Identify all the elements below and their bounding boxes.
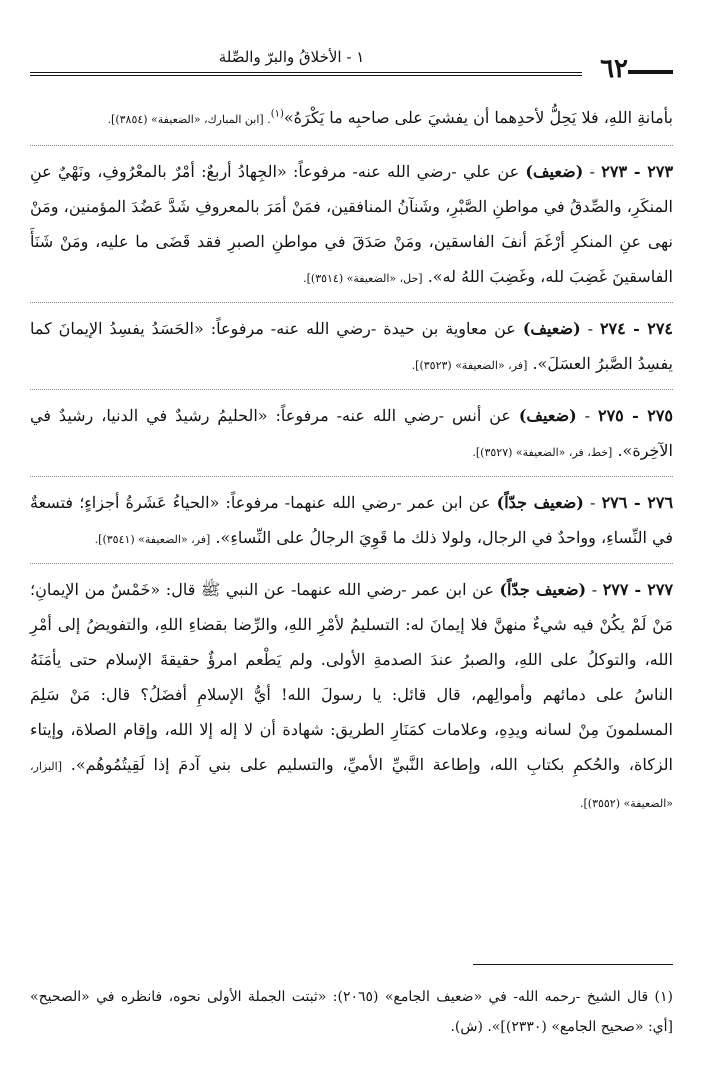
divider	[30, 563, 673, 564]
hadith-number: ٢٧٦ - ٢٧٦	[601, 493, 674, 512]
hadith-text: عن ابن عمر -رضي الله عنهما- عن النبي ﷺ قال: «خَمْسٌ من الإيمانِ؛ مَنْ لَمْ يكُنْ فيه شيءٌ منهنَّ فلا إيمانَ له: التسليمُ لأمْرِ اللهِ، والرِّضا بقضاءِ اللهِ، والتفويضُ إلى أمْرِ الله، والتوكلُ على اللهِ، والصبرُ عندَ الصدمةِ الأولى. ولم يَطْعم امرؤٌ حقيقةَ الإسلام حتى يأمَنَهُ الناسُ على دمائهم وأموالِهم، قال قائل: يا رسولَ الله! أيُّ الإسلامِ أفضَلُ؟ قال: مَنْ سَلِمَ المسلمونَ مِنْ لسانه ويدِهِ، وعلامات كمَنَارِ الطريق: شهادة أن لا إله إلا الله، وإقام الصلاة، وإيتاء الزكاة، والحُكمِ بكتابِ الله، وإطاعة النَّبيِّ الأميِّ، والتسليم على بني آدمَ إذا لَقِيتُمُوهُم».	[30, 580, 674, 774]
hadith-number: ٢٧٣ - ٢٧٣	[601, 162, 674, 181]
divider	[30, 476, 673, 477]
footnote-ref: (١)	[270, 108, 284, 120]
hadith-number: ٢٧٥ - ٢٧٥	[597, 406, 673, 425]
hadith-entry: ٢٧٧ - ٢٧٧ - (ضعيف جدّاً) عن ابن عمر -رضي الله عنهما- عن النبي ﷺ قال: «خَمْسٌ من الإيمانِ؛ مَنْ لَمْ يكُنْ فيه شيءٌ منهنَّ فلا إيمانَ له: التسليمُ لأمْرِ اللهِ، والرِّضا بقضاءِ اللهِ، والتفويضُ إلى أمْرِ الله، والتوكلُ على اللهِ، والصبرُ عندَ الصدمةِ الأولى. ولم يَطْعم امرؤٌ حقيقةَ الإسلام حتى يأمَنَهُ الناسُ على دمائهم وأموالِهم، قال قائل: يا رسولَ الله! أيُّ الإسلامِ أفضَلُ؟ قال: مَنْ سَلِمَ المسلمونَ مِنْ لسانه ويدِهِ، وعلامات كمَنَارِ الطريق: شهادة أن لا إله إلا الله، وإقام الصلاة، وإيتاء الزكاة، والحُكمِ بكتابِ الله، وإطاعة النَّبيِّ الأميِّ، والتسليم على بني آدمَ إذا لَقِيتُمُوهُم». [البزار، «الضعيفة» (٣٥٥٢)].	[30, 580, 674, 810]
hadith-text: عن أنس -رضي الله عنه- مرفوعاً: «الحليمُ رشيدٌ في الدنيا، رشيدٌ في الآخِرة».	[30, 406, 673, 460]
page-body	[30, 100, 673, 827]
continuation-text: بأمانةِ اللهِ، فلا يَحِلُّ لأحدِهما أن يفشيَ على صاحبِه ما يَكْرَهُ»	[283, 108, 673, 127]
hadith-source: . [ابن المبارك، «الضعيفة» (٣٨٥٤)].	[107, 113, 271, 126]
hadith-entry: ٢٧٥ - ٢٧٥ - (ضعيف) عن أنس -رضي الله عنه- مرفوعاً: «الحليمُ رشيدٌ في الدنيا، رشيدٌ في الآخِرة». [خط، فر، «الضعيفة» (٣٥٢٧)].	[30, 406, 673, 460]
hadith-number: ٢٧٤ - ٢٧٤	[599, 319, 674, 338]
hadith-source: [فر، «الضعيفة» (٣٥٢٣)].	[411, 359, 528, 372]
header-rule	[30, 72, 582, 76]
page-number: ٦٢	[600, 54, 628, 84]
hadith-entry: ٢٧٤ - ٢٧٤ - (ضعيف) عن معاوية بن حيدة -رضي الله عنه- مرفوعاً: «الحَسَدُ يفسِدُ الإيمانَ كما يفسِدُ الصَّبرُ العسَلَ». [فر، «الضعيفة» (٣٥٢٣)].	[30, 319, 674, 373]
hadith-source: [خط، فر، «الضعيفة» (٣٥٢٧)].	[472, 446, 613, 459]
header-rule-thick	[628, 70, 673, 74]
hadith-entry: ٢٧٣ - ٢٧٣ - (ضعيف) عن علي -رضي الله عنه- مرفوعاً: «الجِهادُ أربعٌ: أمْرٌ بالمعْرُوفِ، ونَهْيٌ عنِ المنكَرِ، والصِّدقُ في مواطنِ الصَّبْرِ، وشَنآنُ المنافقين، فمَنْ أمَرَ بالمعروفِ شَدَّ عَضُدَ المؤمنين، ومَنْ نهى عنِ المنكرِ أرْغَمَ أنفَ الفاسقين، ومَنْ صَدَقَ في مواطنِ الصبرِ فقد قَضَى ما عليه، ومَنْ شَنَأَ الفاسقينَ غَضِبَ لله، وغَضِبَ اللهُ له». [حل، «الضعيفة» (٣٥١٤)].	[30, 162, 674, 286]
footnotes	[30, 982, 673, 1042]
divider	[30, 145, 673, 146]
hadith-source: [فر، «الضعيفة» (٣٥٤١)].	[94, 533, 211, 546]
hadith-entry: ٢٧٦ - ٢٧٦ - (ضعيف جدّاً) عن ابن عمر -رضي الله عنهما- مرفوعاً: «الحياءُ عَشَرةُ أجزاءٍ؛ فتسعةٌ في النِّساءِ، وواحدٌ في الرجال، ولولا ذلك ما قَوِيَ الرجالُ على النِّساءِ». [فر، «الضعيفة» (٣٥٤١)].	[30, 493, 674, 547]
divider	[30, 389, 673, 390]
hadith-grade: (ضعيف جدّاً)	[499, 580, 587, 599]
hadith-text: عن ابن عمر -رضي الله عنهما- مرفوعاً: «الحياءُ عَشَرةُ أجزاءٍ؛ فتسعةٌ في النِّساءِ، وواحدٌ في الرجال، ولولا ذلك ما قَوِيَ الرجالُ على النِّساءِ».	[30, 493, 673, 547]
running-title: ١ - الأخلاقُ والبرّ والصِّلة	[218, 48, 365, 66]
hadith-grade: (ضعيف جدّاً)	[496, 493, 584, 512]
footnote: (١) قال الشيخ -رحمه الله- في «ضعيف الجامع» (٢٠٦٥): «ثبتت الجملة الأولى نحوه، فانظره في «الصحيح» [أي: «صحيح الجامع» (٢٣٣٠)]». (ش).	[30, 989, 673, 1035]
footnote-rule	[473, 964, 673, 965]
hadith-text: عن علي -رضي الله عنه- مرفوعاً: «الجِهادُ أربعٌ: أمْرٌ بالمعْرُوفِ، ونَهْيٌ عنِ المنكَرِ، والصِّدقُ في مواطنِ الصَّبْرِ، وشَنآنُ المنافقين، فمَنْ أمَرَ بالمعروفِ شَدَّ عَضُدَ المؤمنين، ومَنْ نهى عنِ المنكرِ أرْغَمَ أنفَ الفاسقين، ومَنْ صَدَقَ في مواطنِ الصبرِ فقد قَضَى ما عليه، ومَنْ شَنَأَ الفاسقينَ غَضِبَ لله، وغَضِبَ اللهُ له».	[30, 162, 673, 286]
hadith-grade: (ضعيف)	[518, 406, 577, 425]
hadith-number: ٢٧٧ - ٢٧٧	[602, 580, 674, 599]
hadith-text: عن معاوية بن حيدة -رضي الله عنه- مرفوعاً: «الحَسَدُ يفسِدُ الإيمانَ كما يفسِدُ الصَّبرُ العسَلَ».	[30, 319, 673, 373]
page-header	[30, 40, 673, 84]
hadith-grade: (ضعيف)	[525, 162, 584, 181]
divider	[30, 302, 673, 303]
hadith-source: [البزار، «الضعيفة» (٣٥٥٢)].	[30, 760, 673, 810]
hadith-grade: (ضعيف)	[522, 319, 581, 338]
continuation-paragraph	[30, 100, 673, 137]
hadith-source: [حل، «الضعيفة» (٣٥١٤)].	[303, 272, 423, 285]
